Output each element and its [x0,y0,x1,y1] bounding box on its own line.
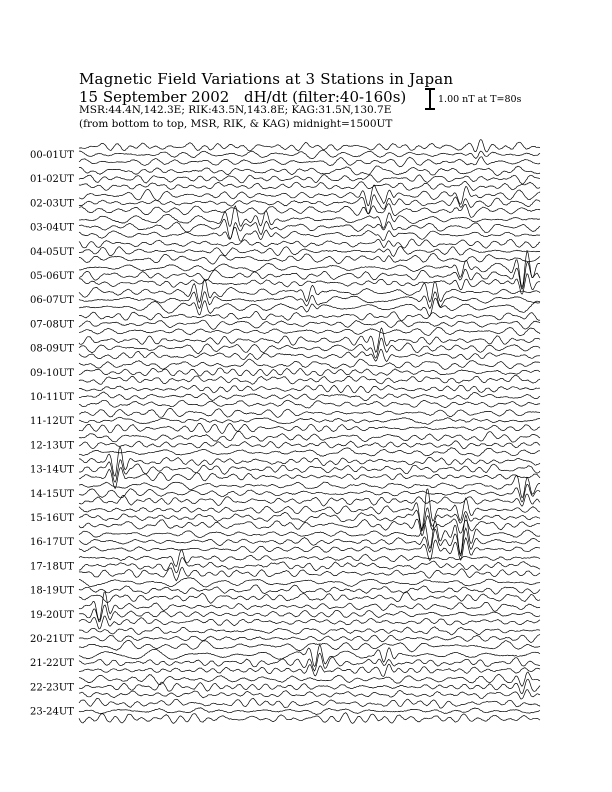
trace-16-17UT-RIK [79,528,540,556]
trace-18-19UT-KAG [79,578,540,587]
hour-label-01-02UT: 01-02UT [30,174,74,186]
chart-title: Magnetic Field Variations at 3 Stations in Japan [79,70,454,88]
hour-label-11-12UT: 11-12UT [30,416,74,428]
date-label: 15 September 2002 [79,88,230,106]
hour-label-14-15UT: 14-15UT [30,488,74,500]
trace-17-18UT-RIK [79,558,540,573]
trace-14-15UT-KAG [79,476,540,498]
trace-22-23UT-KAG [79,672,540,686]
trace-01-02UT-KAG [79,166,540,176]
hour-label-23-24UT: 23-24UT [30,706,74,718]
trace-09-10UT-MSR [79,375,540,384]
trace-10-11UT-MSR [79,400,540,408]
trace-23-24UT-MSR [79,713,540,724]
trace-04-05UT-MSR [79,254,540,264]
trace-07-08UT-MSR [79,327,540,335]
trace-08-09UT-MSR [79,349,540,361]
trace-10-11UT-RIK [79,392,540,401]
trace-23-24UT-KAG [79,698,540,708]
hour-label-17-18UT: 17-18UT [30,561,74,573]
hour-label-18-19UT: 18-19UT [30,585,74,597]
trace-17-18UT-MSR [79,567,540,581]
hour-label-00-01UT: 00-01UT [30,150,74,161]
hour-label-09-10UT: 09-10UT [30,367,74,379]
trace-18-19UT-MSR [79,592,540,604]
hour-label-21-22UT: 21-22UT [30,658,74,670]
trace-03-04UT-MSR [79,227,540,241]
trace-20-21UT-MSR [79,640,540,652]
trace-01-02UT-MSR [79,181,540,190]
station-coordinates: MSR:44.4N,142.3E; RIK:43.5N,143.8E; KAG:31.5N,130.7E [79,104,392,116]
trace-00-01UT-KAG [79,140,540,153]
trace-07-08UT-KAG [79,311,540,321]
hour-label-02-03UT: 02-03UT [30,198,74,210]
hour-label-15-16UT: 15-16UT [30,513,74,524]
trace-18-19UT-RIK [79,585,540,594]
trace-12-13UT-KAG [79,432,540,443]
trace-09-10UT-RIK [79,368,540,376]
trace-22-23UT-MSR [79,690,540,700]
trace-07-08UT-RIK [79,320,540,329]
trace-05-06UT-MSR [79,274,540,295]
component-label: dH/dt (filter:40-160s) [244,88,407,106]
trace-00-01UT-RIK [79,150,540,159]
trace-15-16UT-KAG [79,489,540,530]
hour-label-10-11UT: 10-11UT [30,392,74,403]
hour-label-05-06UT: 05-06UT [30,271,74,282]
hour-label-08-09UT: 08-09UT [30,343,74,355]
hour-label-20-21UT: 20-21UT [30,634,74,645]
station-order-note: (from bottom to top, MSR, RIK, & KAG) midnight=1500UT [79,118,393,130]
trace-14-15UT-RIK [79,484,540,502]
trace-21-22UT-RIK [79,653,540,671]
trace-15-16UT-MSR [79,516,540,536]
hour-label-22-23UT: 22-23UT [30,682,74,694]
hour-label-07-08UT: 07-08UT [30,319,74,331]
trace-11-12UT-RIK [79,417,540,424]
hour-label-16-17UT: 16-17UT [30,537,74,549]
trace-20-21UT-KAG [79,627,540,635]
hour-label-03-04UT: 03-04UT [30,222,74,234]
hour-label-13-14UT: 13-14UT [30,464,74,476]
hour-label-04-05UT: 04-05UT [30,246,74,258]
trace-21-22UT-MSR [79,664,540,676]
trace-09-10UT-KAG [79,359,540,370]
trace-14-15UT-MSR [79,494,540,506]
trace-11-12UT-KAG [79,409,540,418]
trace-03-04UT-RIK [79,219,540,239]
trace-04-05UT-KAG [79,239,540,248]
hour-label-19-20UT: 19-20UT [30,609,74,621]
trace-23-24UT-RIK [79,708,540,715]
trace-12-13UT-MSR [79,448,540,456]
scale-bar-label: 1.00 nT at T=80s [438,94,522,105]
trace-13-14UT-RIK [79,460,540,483]
trace-11-12UT-MSR [79,423,540,433]
trace-20-21UT-RIK [79,634,540,642]
trace-10-11UT-KAG [79,385,540,393]
trace-17-18UT-KAG [79,550,540,567]
trace-01-02UT-RIK [79,175,540,184]
trace-12-13UT-RIK [79,441,540,449]
hour-label-12-13UT: 12-13UT [30,440,74,452]
trace-02-03UT-MSR [79,204,540,218]
hour-label-06-07UT: 06-07UT [30,295,74,307]
trace-19-20UT-MSR [79,616,540,629]
